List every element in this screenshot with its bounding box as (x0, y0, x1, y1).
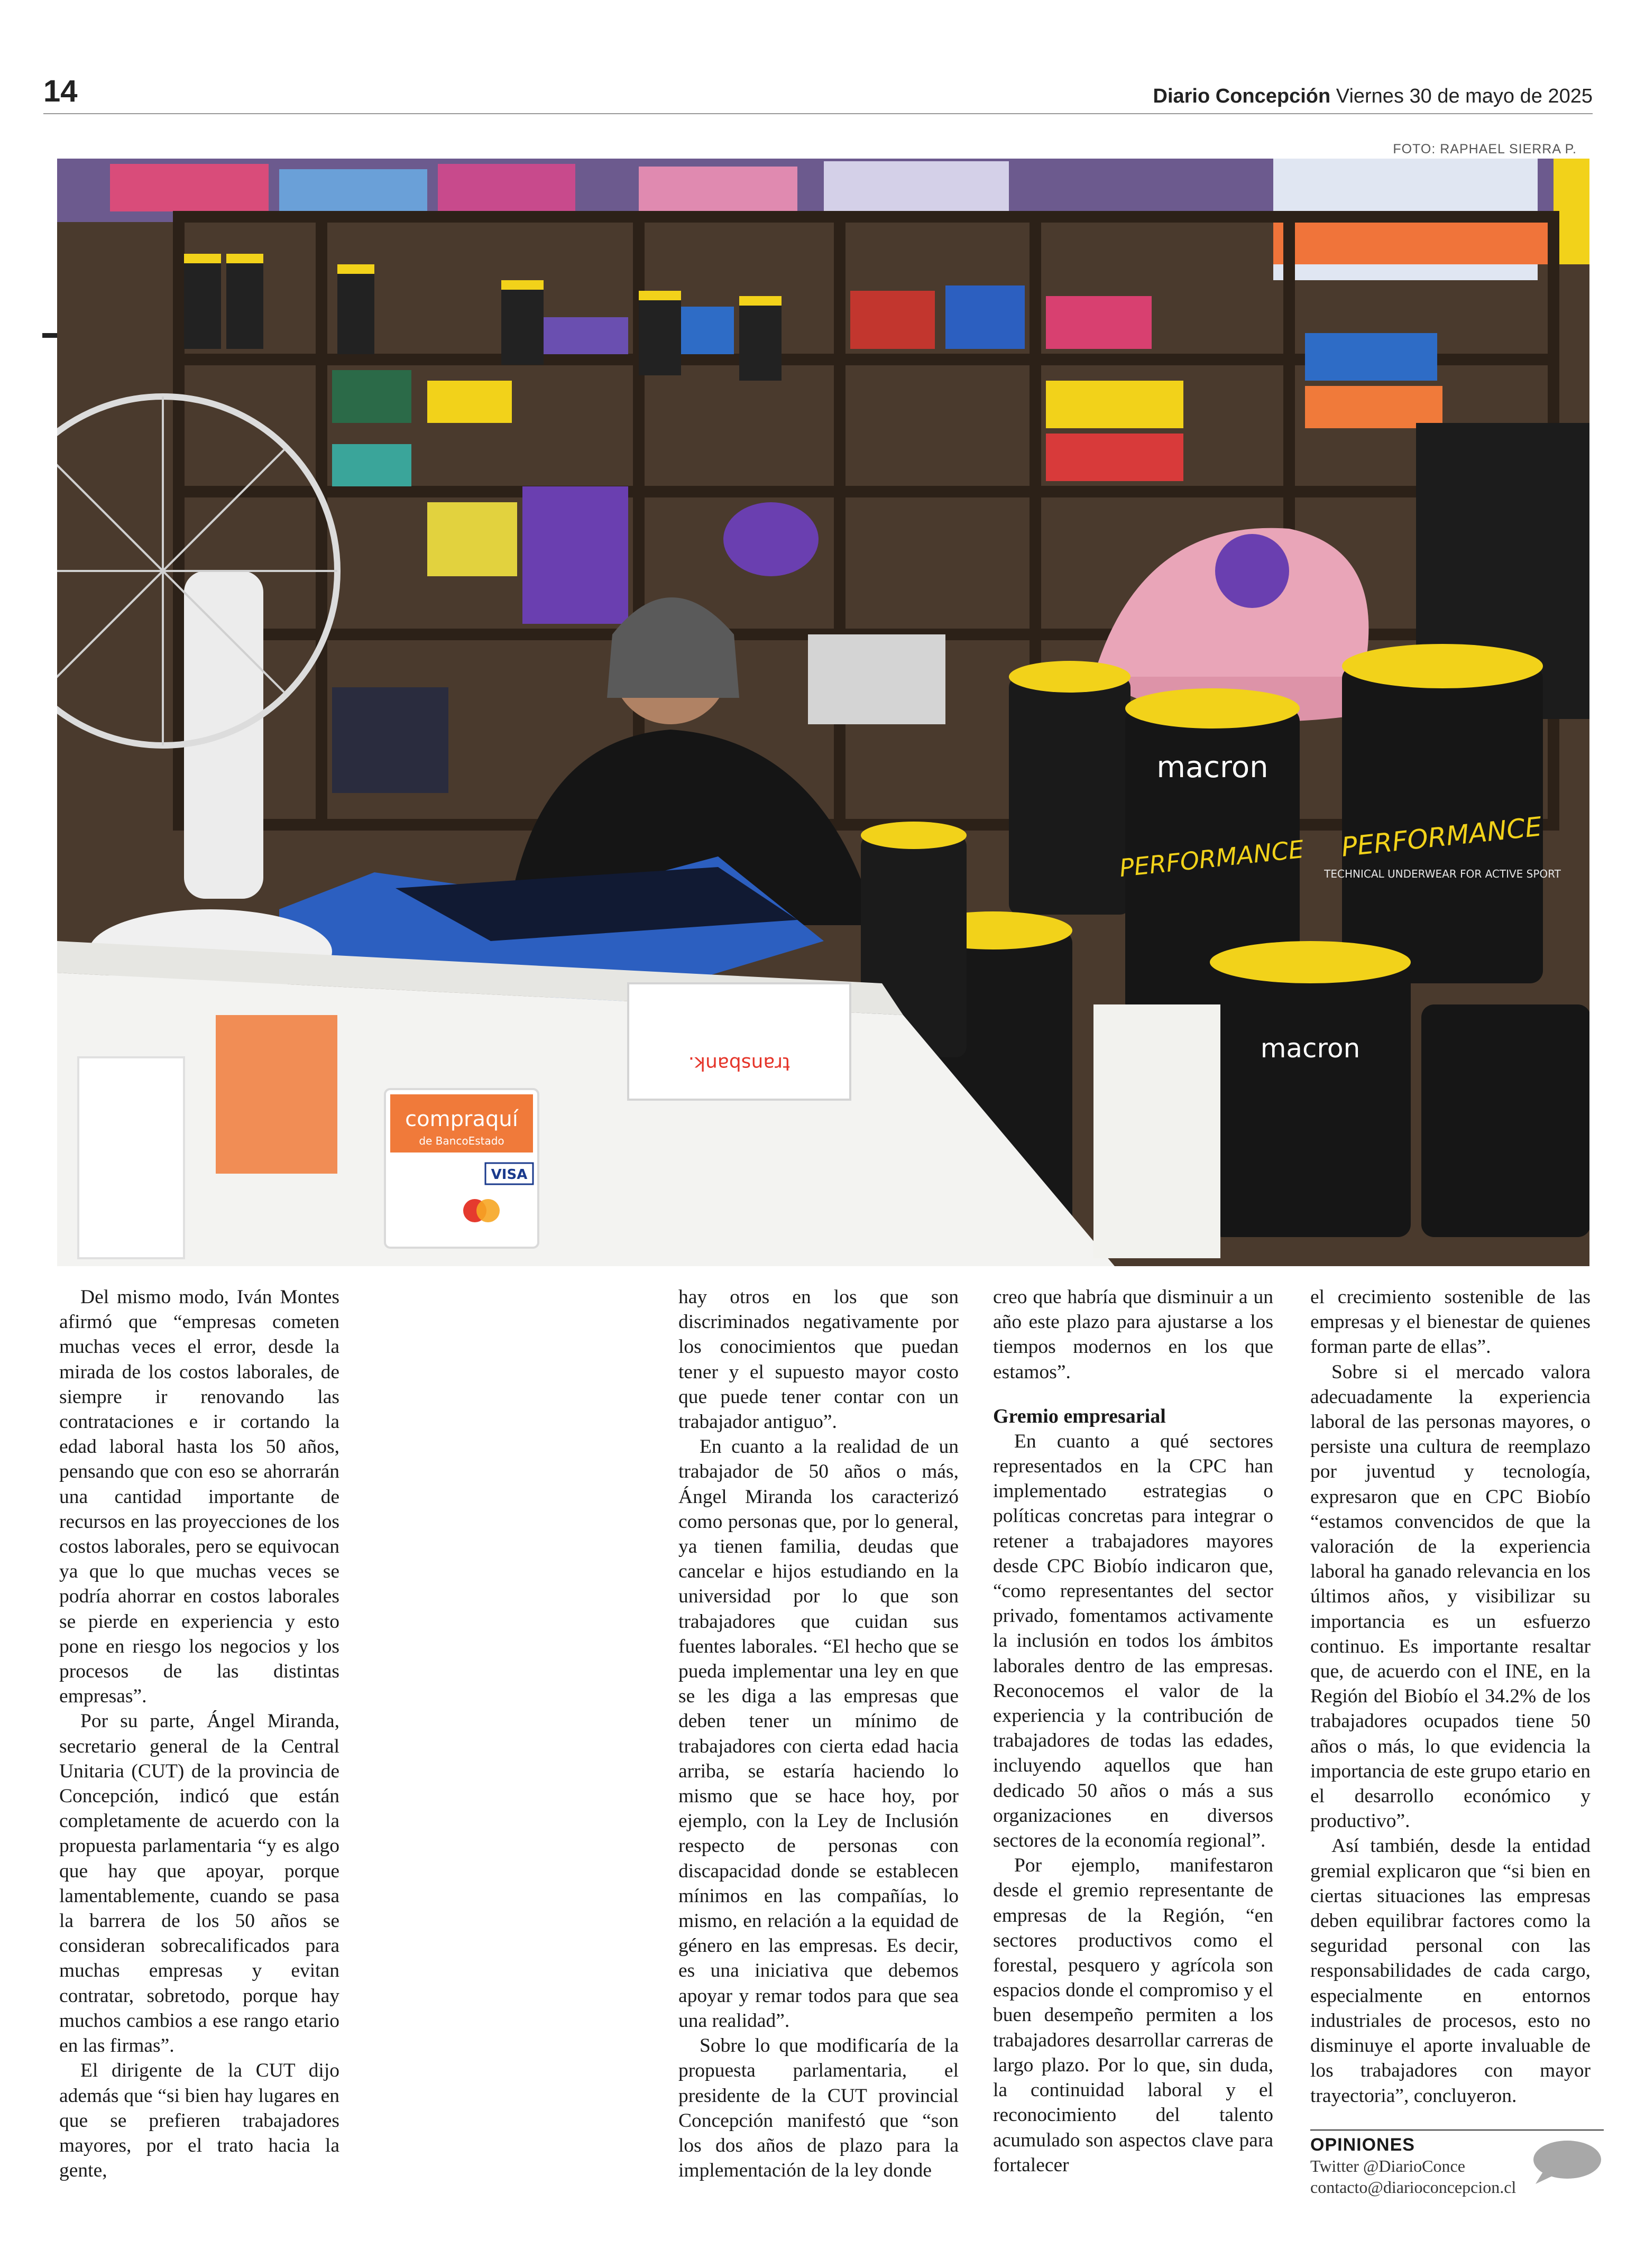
paragraph: Así también, desde la entidad gremial explicaron que “si bien en ciertas situaciones las empresas deben equilibrar factores como la seguridad personal con las responsabilidades de cada cargo, especialmente en entornos industriales de procesos, esto no disminuye el aporte invaluable de los trabajadores con mayor trayectoria”, concluyeron. (1310, 1835, 1591, 2107)
paragraph: Sobre si el mercado valora adecuadamente la experiencia laboral de las personas mayores, o persiste una cultura de reemplazo por juventud y tecnología, expresaron que en CPC Biobío “estamos convencidos de que la valoración de la experiencia laboral ha ganado relevancia en los últimos años, y visibilizar su importancia es un esfuerzo continuo. Es importante resaltar que, de acuerdo con el INE, en la Región del Biobío el 34.2% de los trabajadores ocupados tiene 50 años o más, lo que evidencia la importancia de este grupo etario en el desarrollo económico y productivo”. (1310, 1361, 1591, 1832)
column-3 (993, 1285, 1273, 2178)
page-header (43, 74, 1593, 113)
page-number: 14 (43, 74, 78, 108)
can-brand-text: macron (1156, 750, 1269, 785)
paragraph: Sobre lo que modificaría de la propuesta parlamentaria, el presidente de la CUT provincial Concepción manifestó que “son los dos años de plazo para la implementación de la ley donde (678, 2035, 959, 2182)
column-1 (59, 1285, 339, 2183)
paragraph: Por ejemplo, manifestaron desde el gremio representante de empresas de la Región, “en sectores productivos como el forestal, pesquero y agrícola son espacios donde el compromiso y el buen desempeño permiten a los trabajadores desarrollar carreras de largo plazo. Por lo que, sin duda, la continuidad laboral y el reconocimiento del talento acumulado son aspectos clave para fortalecer (993, 1855, 1273, 2176)
visa-text: VISA (491, 1167, 528, 1183)
header-right (1153, 85, 1593, 108)
column-2 (678, 1285, 959, 2183)
publication-name: Diario Concepción (1153, 85, 1331, 107)
paragraph: el crecimiento sostenible de las empresas y el bienestar de quienes forman parte de ellas”. (1310, 1286, 1591, 1358)
transbank-text: transbank. (688, 1053, 791, 1074)
can-brand-text-2: macron (1260, 1033, 1361, 1064)
paragraph: Del mismo modo, Iván Montes afirmó que “empresas cometen muchas veces el error, desde la mirada de los costos laborales, de siempre ir renovando las contrataciones e ir cortando la edad laboral hasta los 50 años, pensando que con eso se ahorrarán una cantidad importante de recursos en las proyecciones de los costos laborales, pero se equivocan ya que lo que muchas veces se podría ahorrar en costos laborales se pierde en experiencia y esto pone en riesgo los negocios y los procesos de las distintas empresas”. (59, 1286, 339, 1708)
paragraph: En cuanto a qué sectores representados en la CPC han implementado estrategias o políticas concretas para integrar o retener a trabajadores mayores desde CPC Biobío indicaron que, “como representantes del sector privado, fomentamos activamente la inclusión en todos los ámbitos laborales dentro de las empresas. Reconocemos el valor de la experiencia y la contribución de trabajadores de todas las edades, incluyendo aquellos que han dedicado 50 años o más a sus organizaciones en diversos sectores de la economía regional”. (993, 1430, 1273, 1852)
sign-text: compraquí (405, 1107, 518, 1131)
paragraph: Por su parte, Ángel Miranda, secretario general de la Central Unitaria (CUT) de la provincia de Concepción, indicó que están completamente de acuerdo con la propuesta parlamentaria “y es algo que hay que apoyar, porque lamentablemente, cuando se pasa la barrera de los 50 años se consideran sobrecalificados para muchas empresas y evitan contratar, sobretodo, porque hay muchos cambios a ese rango etario en las firmas”. (59, 1710, 339, 2057)
news-photo (57, 159, 1589, 1266)
opinions-title: OPINIONES (1310, 2135, 1415, 2155)
paragraph: En cuanto a la realidad de un trabajador de 50 años o más, Ángel Miranda los caracterizó como personas que, por lo general, ya tienen familia, deudas que cancelar e hijos estudiando en la universidad por lo que son trabajadores que cuidan sus fuentes laborales. “El hecho que se pueda implementar una ley en que se les diga a las empresas que deben tener un mínimo de trabajadores con cierta edad hacia arriba, se estaría haciendo lo mismo que se hace hoy, por ejemplo, con la Ley de Inclusión respecto de personas con discapacidad donde se establecen mínimos en las compañías, lo mismo, en relación a la equidad de género en las empresas. Es decir, es una iniciativa que debemos apoyar y remar todos para que sea una realidad”. (678, 1436, 959, 2032)
subheading: Gremio empresarial (993, 1405, 1166, 1427)
can-product-text-2: PERFORMANCE (1339, 811, 1543, 863)
contact-email[interactable]: contacto@diarioconcepcion.cl (1310, 2178, 1516, 2197)
can-tagline: TECHNICAL UNDERWEAR FOR ACTIVE SPORT (1324, 868, 1561, 880)
paragraph: creo que habría que disminuir a un año este plazo para ajustarse a los tiempos modernos en los que estamos”. (993, 1286, 1273, 1383)
twitter-handle[interactable]: Twitter @DiarioConce (1310, 2156, 1465, 2175)
speech-bubble-icon (1528, 2138, 1602, 2186)
header-rule (43, 113, 1593, 114)
column-4 (1310, 1285, 1591, 2108)
paragraph: hay otros en los que son discriminados negativamente por los conocimientos que puedan tener y el supuesto mayor costo que puede tener contar con un trabajador antiguo”. (678, 1286, 959, 1433)
issue-date: Viernes 30 de mayo de 2025 (1336, 85, 1593, 107)
photo-credit: FOTO: RAPHAEL SIERRA P. (1393, 142, 1577, 156)
shop-scene-illustration (57, 159, 1589, 1266)
sign-subtext: de BancoEstado (419, 1135, 504, 1147)
paragraph: El dirigente de la CUT dijo además que “si bien hay lugares en que se prefieren trabajadores mayores, por el trato hacia la gente, (59, 2060, 339, 2182)
can-product-text: PERFORMANCE (1118, 834, 1306, 883)
